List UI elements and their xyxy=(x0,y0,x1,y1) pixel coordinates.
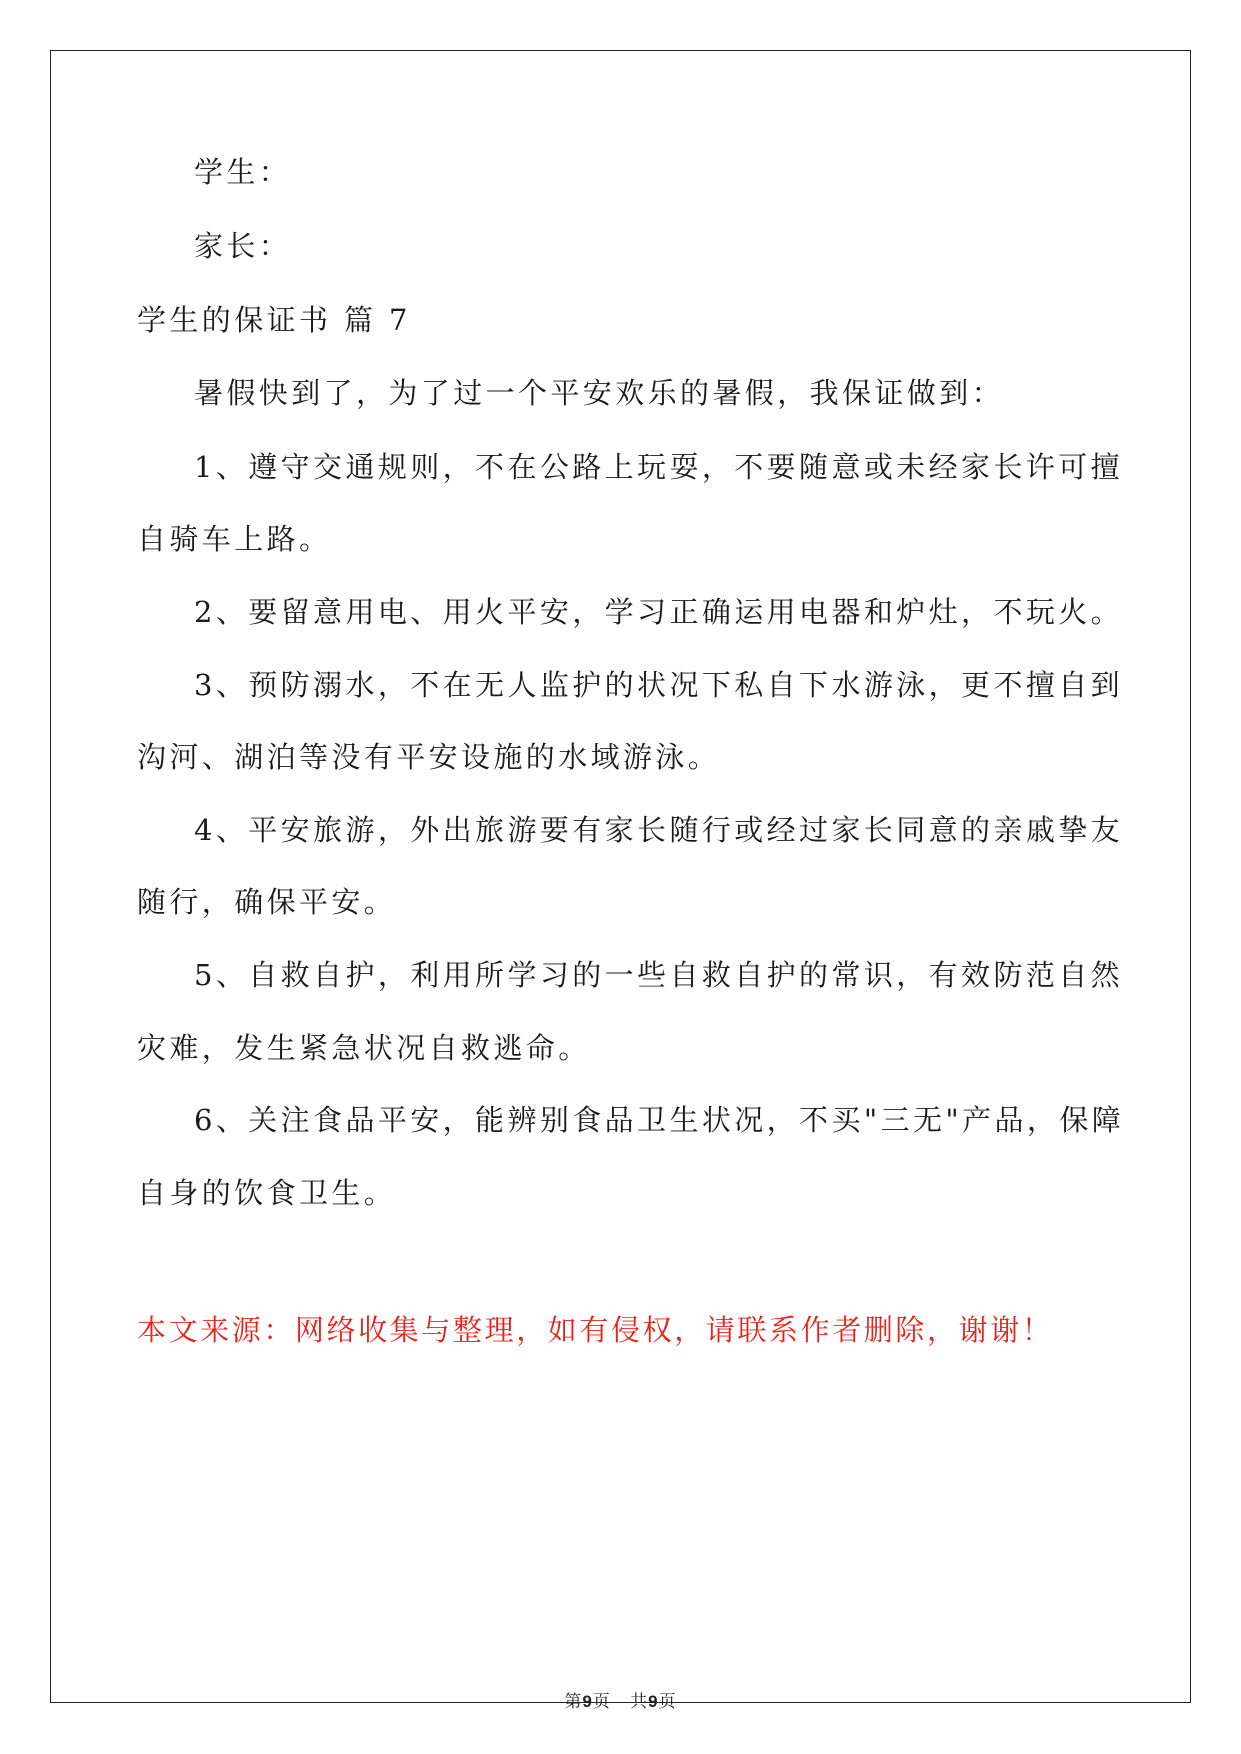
page-border xyxy=(50,50,1191,1703)
page-footer xyxy=(0,1687,1241,1712)
footer-total-prefix: 共 xyxy=(630,1692,649,1712)
item-6-line-2: 自身的饮食卫生。 xyxy=(137,1176,397,1210)
footer-page-suffix: 页 xyxy=(592,1692,611,1712)
item-3-line-1: 3、预防溺水，不在无人监护的状况下私自下水游泳，更不擅自到 xyxy=(194,668,1124,702)
source-notice: 本文来源：网络收集与整理，如有侵权，请联系作者删除，谢谢！ xyxy=(137,1313,1054,1347)
item-5-line-2: 灾难，发生紧急状况自救逃命。 xyxy=(137,1031,591,1065)
item-1-line-1: 1、遵守交通规则，不在公路上玩耍，不要随意或未经家长许可擅 xyxy=(194,450,1124,484)
footer-page-total: 9 xyxy=(648,1692,659,1711)
item-3-line-2: 沟河、湖泊等没有平安设施的水域游泳。 xyxy=(137,740,721,774)
footer-page-prefix: 第 xyxy=(564,1692,583,1712)
intro-paragraph: 暑假快到了，为了过一个平安欢乐的暑假，我保证做到： xyxy=(194,376,1005,410)
parent-signature-label: 家长： xyxy=(194,229,292,263)
footer-total-suffix: 页 xyxy=(658,1692,677,1712)
item-4-line-2: 随行，确保平安。 xyxy=(137,885,397,919)
footer-page-current: 9 xyxy=(582,1692,593,1711)
student-signature-label: 学生： xyxy=(194,155,292,189)
item-6-line-1: 6、关注食品平安，能辨别食品卫生状况，不买"三无"产品，保障 xyxy=(194,1103,1125,1137)
item-1-line-2: 自骑车上路。 xyxy=(137,522,332,556)
item-2-line-1: 2、要留意用电、用火平安，学习正确运用电器和炉灶，不玩火。 xyxy=(194,595,1124,629)
item-4-line-1: 4、平安旅游，外出旅游要有家长随行或经过家长同意的亲戚挚友 xyxy=(194,813,1124,847)
item-5-line-1: 5、自救自护，利用所学习的一些自救自护的常识，有效防范自然 xyxy=(194,958,1124,992)
section-title: 学生的保证书 篇 7 xyxy=(137,303,411,337)
